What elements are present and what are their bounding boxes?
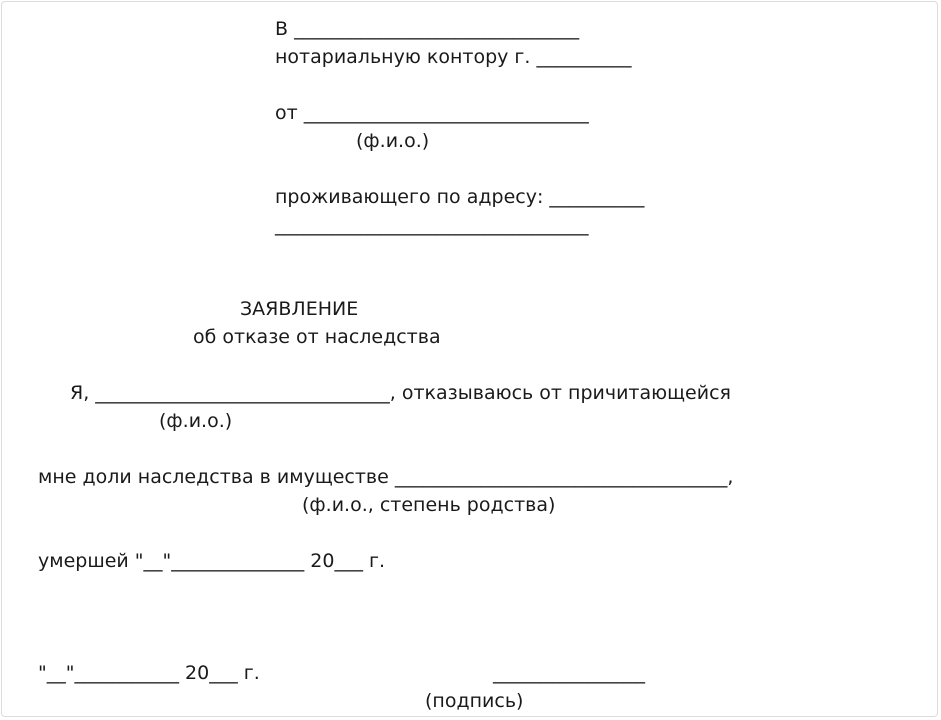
- notary-office-line: нотариальную контору г. __________: [275, 46, 632, 68]
- document-subtitle: об отказе от наследства: [193, 326, 441, 348]
- relative-hint: (ф.и.о., степень родства): [302, 494, 556, 516]
- applicant-line: от ______________________________: [275, 102, 589, 124]
- applicant-name-hint: (ф.и.о.): [356, 130, 430, 152]
- recipient-line: В ______________________________: [275, 18, 580, 40]
- document-title: ЗАЯВЛЕНИЕ: [240, 298, 359, 320]
- refusal-statement-line: Я, _______________________________, отказываюсь от причитающейся: [70, 382, 731, 404]
- address-line: проживающего по адресу: __________: [275, 186, 645, 208]
- application-date-line: "__"___________ 20___ г.: [38, 662, 260, 684]
- address-continuation-line: _________________________________: [275, 214, 589, 236]
- signature-hint: (подпись): [425, 690, 524, 712]
- refuser-name-hint: (ф.и.о.): [159, 410, 233, 432]
- inheritance-share-line: мне доли наследства в имуществе ___________________________________,: [38, 466, 734, 488]
- signature-line: ________________: [493, 662, 645, 684]
- deceased-date-line: умершей "__"______________ 20___ г.: [38, 550, 386, 572]
